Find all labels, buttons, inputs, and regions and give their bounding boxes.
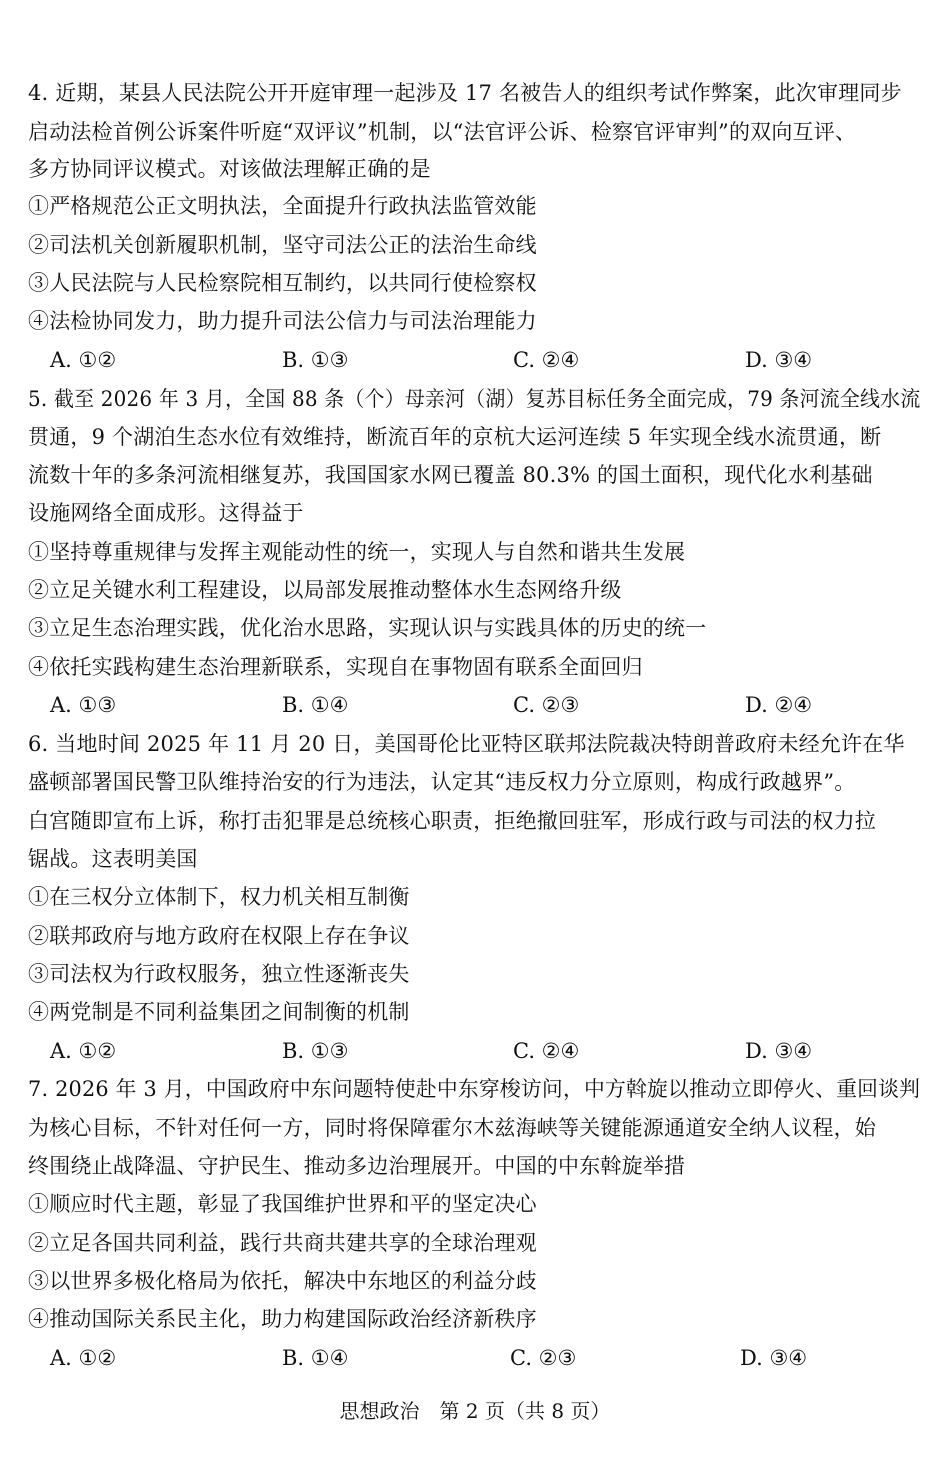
question-7-item-4: ④推动国际关系民主化，助力构建国际政治经济新秩序 — [28, 1307, 537, 1331]
question-6-option-d: D. ③④ — [745, 1039, 813, 1063]
question-5-option-c: C. ②③ — [513, 693, 580, 717]
question-6-option-a: A. ①② — [50, 1039, 117, 1063]
question-4-option-c: C. ②④ — [513, 348, 580, 372]
question-4-stem-line-2: 启动法检首例公诉案件听庭“双评议”机制，以“法官评公诉、检察官评审判”的双向互评、 — [28, 120, 857, 144]
question-7-option-a: A. ①② — [50, 1346, 117, 1370]
question-4-option-a: A. ①② — [50, 348, 117, 372]
question-4-item-1: ①严格规范公正文明执法，全面提升行政执法监管效能 — [28, 194, 537, 218]
question-5-stem-line-3: 流数十年的多条河流相继复苏，我国国家水网已覆盖 80.3% 的国土面积，现代化水利基础 — [28, 463, 873, 487]
question-6-item-4: ④两党制是不同利益集团之间制衡的机制 — [28, 1000, 410, 1024]
question-5-stem-line-4: 设施网络全面成形。这得益于 — [28, 501, 304, 525]
question-4-option-d: D. ③④ — [745, 348, 813, 372]
question-5-item-2: ②立足关键水利工程建设，以局部发展推动整体水生态网络升级 — [28, 578, 622, 602]
question-6-stem-line-1: 6. 当地时间 2025 年 11 月 20 日，美国哥伦比亚特区联邦法院裁决特朗普政府未经允许在华 — [28, 732, 905, 756]
question-7-item-3: ③以世界多极化格局为依托，解决中东地区的利益分歧 — [28, 1269, 537, 1293]
question-5-item-4: ④依托实践构建生态治理新联系，实现自在事物固有联系全面回归 — [28, 655, 643, 679]
question-6-option-b: B. ①③ — [282, 1039, 349, 1063]
question-7-stem-line-3: 终围绕止战降温、守护民生、推动多边治理展开。中国的中东斡旋举措 — [28, 1154, 686, 1178]
question-7-item-1: ①顺应时代主题，彰显了我国维护世界和平的坚定决心 — [28, 1192, 537, 1216]
question-6-stem-line-3: 白宫随即宣布上诉，称打击犯罪是总统核心职责，拒绝撤回驻军，形成行政与司法的权力拉 — [28, 809, 876, 833]
question-7-item-2: ②立足各国共同利益，践行共商共建共享的全球治理观 — [28, 1231, 537, 1255]
question-6-item-1: ①在三权分立体制下，权力机关相互制衡 — [28, 885, 410, 909]
question-5-option-a: A. ①③ — [50, 693, 117, 717]
question-6-item-3: ③司法权为行政权服务，独立性逐渐丧失 — [28, 962, 410, 986]
question-6-item-2: ②联邦政府与地方政府在权限上存在争议 — [28, 924, 410, 948]
question-5-option-b: B. ①④ — [282, 693, 349, 717]
question-4-item-4: ④法检协同发力，助力提升司法公信力与司法治理能力 — [28, 309, 537, 333]
question-5-option-d: D. ②④ — [745, 693, 813, 717]
question-7-stem-line-1: 7. 2026 年 3 月，中国政府中东问题特使赴中东穿梭访问，中方斡旋以推动立即停火、重回谈判 — [28, 1077, 921, 1101]
page-footer: 思想政治 第 2 页（共 8 页） — [339, 1399, 611, 1423]
question-6-stem-line-4: 锯战。这表明美国 — [28, 847, 198, 871]
question-6-option-c: C. ②④ — [513, 1039, 580, 1063]
question-5-stem-line-2: 贯通，9 个湖泊生态水位有效维持，断流百年的京杭大运河连续 5 年实现全线水流贯通，断 — [28, 425, 882, 449]
question-5-item-1: ①坚持尊重规律与发挥主观能动性的统一，实现人与自然和谐共生发展 — [28, 540, 686, 564]
question-4-option-b: B. ①③ — [282, 348, 349, 372]
question-7-option-c: C. ②③ — [510, 1346, 577, 1370]
question-7-option-b: B. ①④ — [282, 1346, 349, 1370]
question-4-item-3: ③人民法院与人民检察院相互制约，以共同行使检察权 — [28, 271, 537, 295]
question-4-stem-line-3: 多方协同评议模式。对该做法理解正确的是 — [28, 157, 431, 181]
question-7-option-d: D. ③④ — [740, 1346, 808, 1370]
question-4-item-2: ②司法机关创新履职机制，坚守司法公正的法治生命线 — [28, 233, 537, 257]
question-5-stem-line-1: 5. 截至 2026 年 3 月，全国 88 条（个）母亲河（湖）复苏目标任务全面完成，79 条河流全线水流 — [28, 387, 921, 411]
question-5-item-3: ③立足生态治理实践，优化治水思路，实现认识与实践具体的历史的统一 — [28, 616, 707, 640]
question-6-stem-line-2: 盛顿部署国民警卫队维持治安的行为违法，认定其“违反权力分立原则，构成行政越界”。 — [28, 770, 856, 794]
question-7-stem-line-2: 为核心目标，不针对任何一方，同时将保障霍尔木兹海峡等关键能源通道安全纳人议程，始 — [28, 1116, 876, 1140]
question-4-stem-line-1: 4. 近期，某县人民法院公开开庭审理一起涉及 17 名被告人的组织考试作弊案，此次审理同步 — [28, 81, 902, 105]
